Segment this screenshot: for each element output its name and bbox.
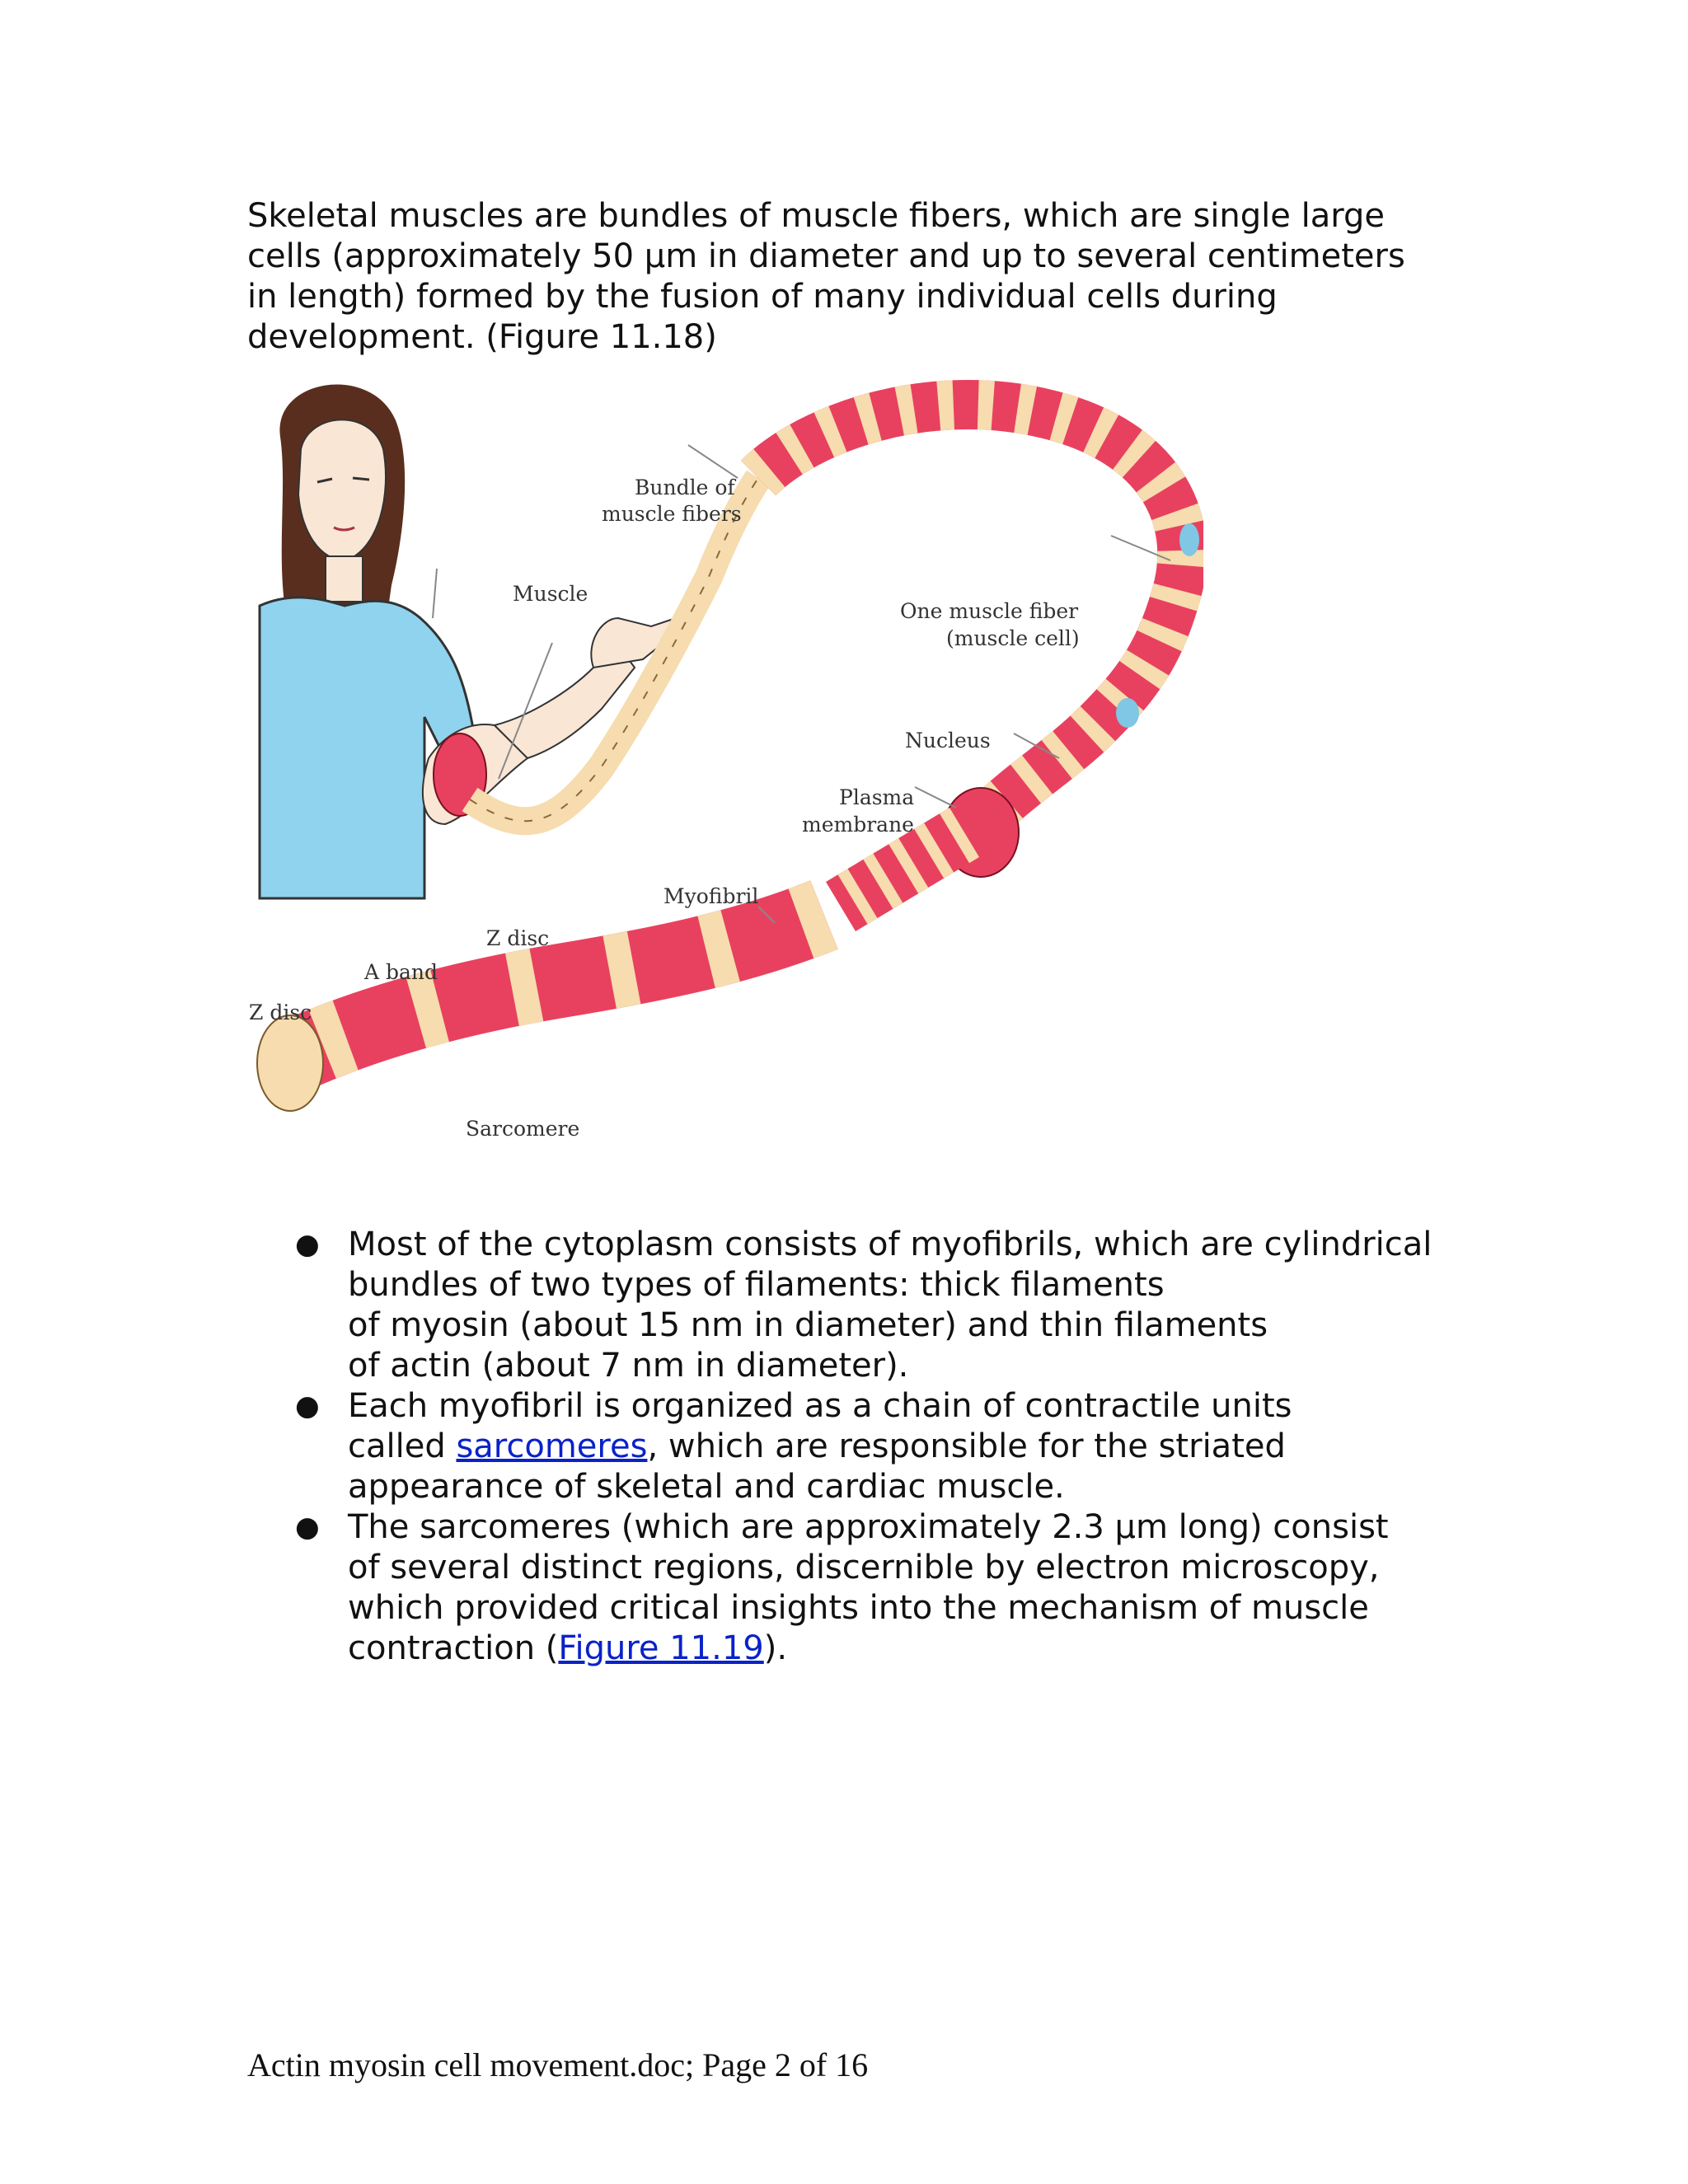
bullet-line: The sarcomeres (which are approximately 2.3 µm long) consist: [348, 1508, 1389, 1546]
list-item: [247, 1225, 1467, 1386]
bullet-text: called: [348, 1427, 457, 1465]
list-item: [247, 1386, 1467, 1507]
bullet-line: of myosin (about 15 nm in diameter) and thin filaments: [348, 1306, 1268, 1344]
bullet-list: [247, 1225, 1467, 1669]
plasma-label-line2: membrane: [802, 813, 914, 837]
intro-paragraph: [247, 196, 1467, 358]
muscle-label: Muscle: [513, 582, 588, 606]
figure-11-19-link[interactable]: Figure 11.19: [558, 1629, 764, 1667]
bullet-text: , which are responsible for the striated: [647, 1427, 1286, 1465]
person-illustration: [260, 384, 676, 898]
bundle-label-line2: muscle fibers: [602, 502, 742, 526]
bullet-text: ).: [763, 1629, 788, 1667]
intro-line: development. (Figure 11.18): [247, 318, 717, 356]
sarcomeres-link[interactable]: sarcomeres: [456, 1427, 648, 1465]
sarcomere-label: Sarcomere: [466, 1117, 580, 1141]
fiber-label-line1: One muscle fiber: [900, 599, 1079, 623]
zdisc-top-label: Z disc: [486, 926, 550, 950]
muscle-structure-figure: [247, 371, 1203, 1179]
fiber-label-line2: (muscle cell): [946, 626, 1080, 650]
bullet-line: of actin (about 7 nm in diameter).: [348, 1347, 909, 1385]
muscle-illustration: [247, 371, 1203, 1179]
aband-label: A band: [364, 960, 438, 984]
intro-line: in length) formed by the fusion of many individual cells during: [247, 278, 1278, 316]
bullet-icon: ●: [295, 1228, 320, 1261]
myofibril-label: Myofibril: [663, 884, 759, 908]
list-item: [247, 1507, 1467, 1669]
bullet-line: bundles of two types of filaments: thick filaments: [348, 1266, 1165, 1304]
bullet-text: contraction (: [348, 1629, 559, 1667]
bullet-line: which provided critical insights into the mechanism of muscle: [348, 1589, 1369, 1627]
intro-line: Skeletal muscles are bundles of muscle fibers, which are single large: [247, 197, 1385, 235]
intro-line: cells (approximately 50 µm in diameter and up to several centimeters: [247, 237, 1405, 275]
plasma-label-line1: Plasma: [839, 785, 915, 809]
bullet-line: of several distinct regions, discernible by electron microscopy,: [348, 1549, 1380, 1586]
page-footer: Actin myosin cell movement.doc; Page 2 of 16: [247, 2046, 869, 2083]
bullet-icon: ●: [295, 1390, 320, 1422]
zdisc-left-label: Z disc: [249, 1001, 312, 1024]
nucleus-label: Nucleus: [905, 729, 991, 752]
bundle-label-line1: Bundle of: [635, 476, 735, 499]
bullet-icon: ●: [295, 1511, 320, 1544]
bullet-line: appearance of skeletal and cardiac muscle.: [348, 1468, 1065, 1506]
bullet-line: Most of the cytoplasm consists of myofibrils, which are cylindrical: [348, 1226, 1432, 1263]
bullet-line: Each myofibril is organized as a chain of contractile units: [348, 1387, 1292, 1425]
